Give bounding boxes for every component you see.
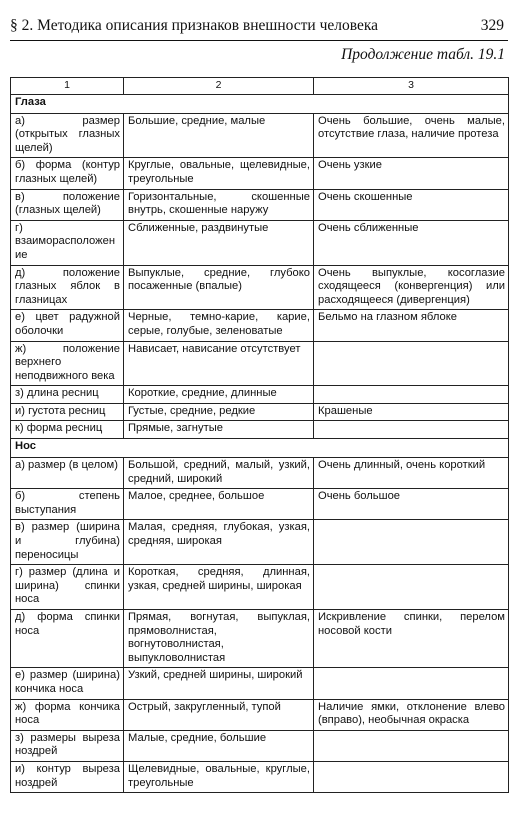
special-features-cell: Крашеные bbox=[314, 403, 509, 421]
feature-variants-cell: Малые, средние, большие bbox=[124, 730, 314, 761]
running-header-title: § 2. Методика описания признаков внешности человека bbox=[10, 17, 379, 34]
table-row bbox=[11, 403, 509, 421]
column-number: 1 bbox=[11, 78, 124, 95]
feature-name-cell: к) форма ресниц bbox=[11, 421, 124, 439]
special-features-cell bbox=[314, 386, 509, 404]
table-row bbox=[11, 668, 509, 699]
table-row bbox=[11, 761, 509, 792]
table-row bbox=[11, 730, 509, 761]
special-features-cell bbox=[314, 421, 509, 439]
special-features-cell: Наличие ямки, отклонение влево (вправо), необычная окраска bbox=[314, 699, 509, 730]
feature-variants-cell: Черные, темно-карие, карие, серые, голубые, зеленоватые bbox=[124, 310, 314, 341]
feature-variants-cell: Короткие, средние, длинные bbox=[124, 386, 314, 404]
feature-name-cell: е) цвет радужной оболочки bbox=[11, 310, 124, 341]
feature-variants-cell: Прямая, вогнутая, выпуклая, прямоволнистая, вогнутоволнистая, выпукловолнистая bbox=[124, 610, 314, 668]
table-row bbox=[11, 489, 509, 520]
feature-name-cell: б) форма (контур глазных щелей) bbox=[11, 158, 124, 189]
feature-name-cell: г) размер (длина и ширина) спинки носа bbox=[11, 565, 124, 610]
section-row bbox=[11, 439, 509, 458]
feature-name-cell: б) степень выступания bbox=[11, 489, 124, 520]
special-features-cell: Очень большое bbox=[314, 489, 509, 520]
table-continuation-label: Продолжение табл. 19.1 bbox=[341, 46, 505, 63]
table-row bbox=[11, 189, 509, 220]
feature-name-cell: и) контур выреза ноздрей bbox=[11, 761, 124, 792]
feature-name-cell: д) положение глазных яблок в глазницах bbox=[11, 265, 124, 310]
header-rule bbox=[10, 40, 508, 41]
table-row bbox=[11, 421, 509, 439]
feature-variants-cell: Узкий, средней ширины, широкий bbox=[124, 668, 314, 699]
feature-variants-cell: Прямые, загнутые bbox=[124, 421, 314, 439]
table-row bbox=[11, 699, 509, 730]
feature-variants-cell: Большие, средние, малые bbox=[124, 113, 314, 158]
section-row bbox=[11, 94, 509, 113]
table-row bbox=[11, 341, 509, 386]
feature-variants-cell: Острый, закругленный, тупой bbox=[124, 699, 314, 730]
feature-variants-cell: Малое, среднее, большое bbox=[124, 489, 314, 520]
table-row bbox=[11, 265, 509, 310]
column-number: 2 bbox=[124, 78, 314, 95]
feature-name-cell: з) длина ресниц bbox=[11, 386, 124, 404]
section-title: Нос bbox=[11, 439, 509, 458]
feature-name-cell: з) размеры выреза ноздрей bbox=[11, 730, 124, 761]
feature-name-cell: ж) форма кончика носа bbox=[11, 699, 124, 730]
feature-name-cell: в) положение (глазных щелей) bbox=[11, 189, 124, 220]
table-row bbox=[11, 520, 509, 565]
special-features-cell bbox=[314, 730, 509, 761]
features-table bbox=[10, 77, 509, 793]
feature-variants-cell: Горизонтальные, скошенные внутрь, скошенные наружу bbox=[124, 189, 314, 220]
features-table-body bbox=[11, 78, 509, 793]
feature-variants-cell: Выпуклые, средние, глубоко посаженные (впалые) bbox=[124, 265, 314, 310]
special-features-cell bbox=[314, 761, 509, 792]
special-features-cell bbox=[314, 341, 509, 386]
column-number: 3 bbox=[314, 78, 509, 95]
feature-name-cell: в) размер (ширина и глубина) переносицы bbox=[11, 520, 124, 565]
table-row bbox=[11, 113, 509, 158]
special-features-cell: Очень длинный, очень короткий bbox=[314, 458, 509, 489]
table-row bbox=[11, 565, 509, 610]
special-features-cell: Очень узкие bbox=[314, 158, 509, 189]
column-number-row bbox=[11, 78, 509, 95]
feature-variants-cell: Сближенные, раздвинутые bbox=[124, 220, 314, 265]
special-features-cell bbox=[314, 565, 509, 610]
running-header bbox=[10, 17, 506, 39]
special-features-cell: Искривление спинки, перелом носовой кости bbox=[314, 610, 509, 668]
section-title: Глаза bbox=[11, 94, 509, 113]
feature-name-cell: а) размер (в целом) bbox=[11, 458, 124, 489]
feature-variants-cell: Круглые, овальные, щелевидные, треугольные bbox=[124, 158, 314, 189]
table-row bbox=[11, 310, 509, 341]
special-features-cell: Очень выпуклые, косоглазие сходящееся (конвергенция) или расходящееся (дивергенция) bbox=[314, 265, 509, 310]
feature-name-cell: д) форма спинки носа bbox=[11, 610, 124, 668]
feature-variants-cell: Большой, средний, малый, узкий, средний, широкий bbox=[124, 458, 314, 489]
feature-name-cell: а) размер (открытых глазных щелей) bbox=[11, 113, 124, 158]
special-features-cell: Бельмо на глазном яблоке bbox=[314, 310, 509, 341]
table-row bbox=[11, 458, 509, 489]
feature-name-cell: и) густота ресниц bbox=[11, 403, 124, 421]
feature-variants-cell: Малая, средняя, глубокая, узкая, средняя, широкая bbox=[124, 520, 314, 565]
feature-variants-cell: Короткая, средняя, длинная, узкая, средней ширины, широкая bbox=[124, 565, 314, 610]
feature-name-cell: г) взаиморасположение bbox=[11, 220, 124, 265]
table-row bbox=[11, 158, 509, 189]
feature-name-cell: е) размер (ширина) кончика носа bbox=[11, 668, 124, 699]
special-features-cell: Очень сближенные bbox=[314, 220, 509, 265]
table-row bbox=[11, 220, 509, 265]
feature-name-cell: ж) положение верхнего неподвижного века bbox=[11, 341, 124, 386]
special-features-cell bbox=[314, 520, 509, 565]
special-features-cell bbox=[314, 668, 509, 699]
table-row bbox=[11, 610, 509, 668]
special-features-cell: Очень большие, очень малые, отсутствие глаза, наличие протеза bbox=[314, 113, 509, 158]
special-features-cell: Очень скошенные bbox=[314, 189, 509, 220]
feature-variants-cell: Нависает, нависание отсутствует bbox=[124, 341, 314, 386]
feature-variants-cell: Щелевидные, овальные, круглые, треугольные bbox=[124, 761, 314, 792]
feature-variants-cell: Густые, средние, редкие bbox=[124, 403, 314, 421]
table-row bbox=[11, 386, 509, 404]
page-number: 329 bbox=[480, 17, 504, 34]
